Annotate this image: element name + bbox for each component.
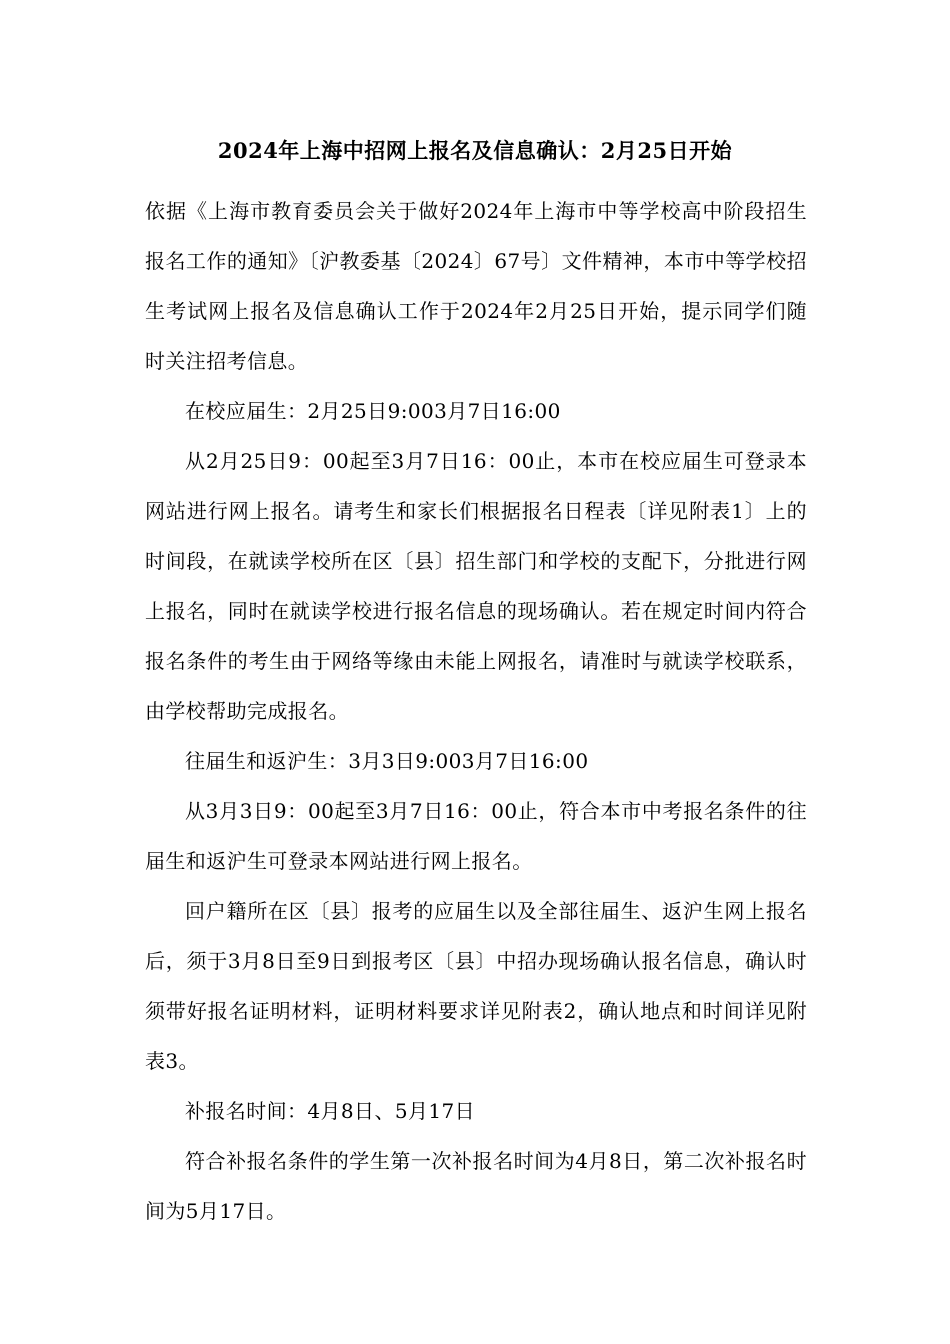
paragraph-current-students-heading: 在校应届生：2月25日9:003月7日16:00	[185, 399, 561, 423]
paragraph-past-students-detail: 从3月3日9：00起至3月7日16：00止，符合本市中考报名条件的往届生和返沪生可登录本网站进行网上报名。	[145, 799, 807, 873]
paragraph-supplementary-detail: 符合补报名条件的学生第一次补报名时间为4月8日，第二次补报名时间为5月17日。	[145, 1149, 807, 1223]
document-body	[145, 186, 807, 1236]
paragraph-intro: 依据《上海市教育委员会关于做好2024年上海市中等学校高中阶段招生报名工作的通知》〔沪教委基〔2024〕67号〕文件精神，本市中等学校招生考试网上报名及信息确认工作于2024年2月25日开始，提示同学们随时关注招考信息。	[145, 199, 807, 373]
paragraph-past-students-heading: 往届生和返沪生：3月3日9:003月7日16:00	[185, 749, 589, 773]
paragraph-current-students-detail: 从2月25日9：00起至3月7日16：00止，本市在校应届生可登录本网站进行网上报名。请考生和家长们根据报名日程表〔详见附表1〕上的时间段，在就读学校所在区〔县〕招生部门和学校的支配下，分批进行网上报名，同时在就读学校进行报名信息的现场确认。若在规定时间内符合报名条件的考生由于网络等缘由未能上网报名，请准时与就读学校联系，由学校帮助完成报名。	[145, 449, 807, 723]
document-title: 2024年上海中招网上报名及信息确认：2月25日开始	[217, 138, 733, 163]
paragraph-confirmation-detail: 回户籍所在区〔县〕报考的应届生以及全部往届生、返沪生网上报名后，须于3月8日至9日到报考区〔县〕中招办现场确认报名信息，确认时须带好报名证明材料，证明材料要求详见附表2，确认地点和时间详见附表3。	[145, 899, 807, 1073]
paragraph-supplementary-heading: 补报名时间：4月8日、5月17日	[185, 1099, 476, 1123]
